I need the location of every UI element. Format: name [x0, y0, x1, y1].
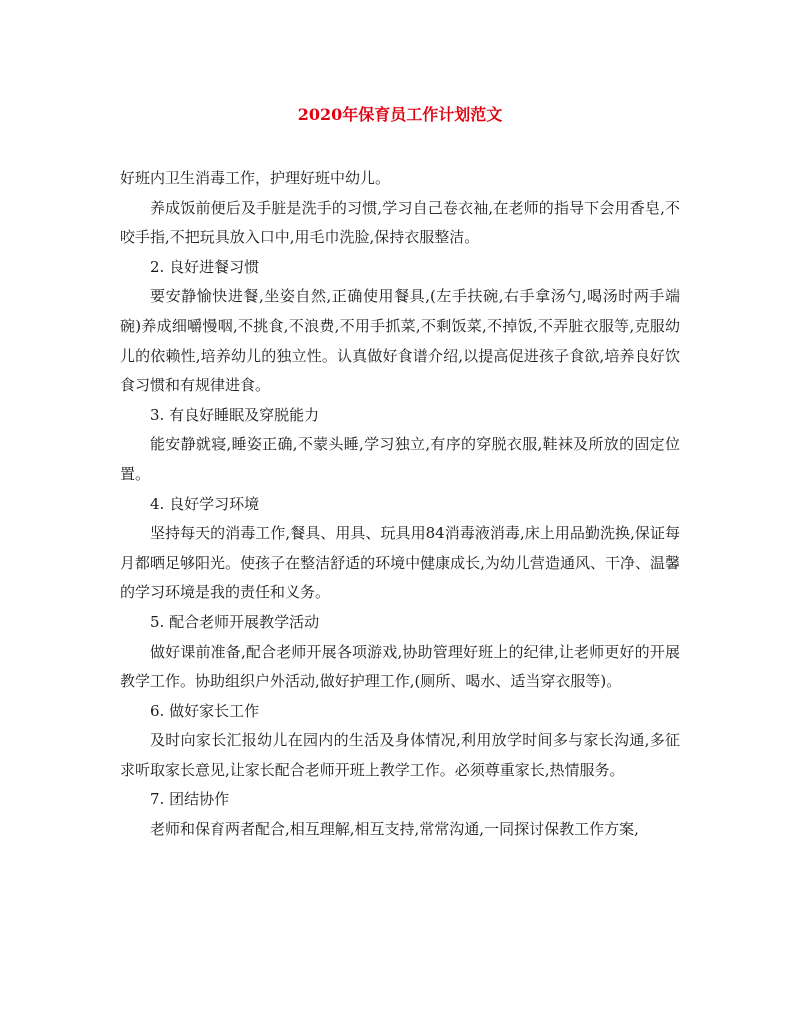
paragraph: 及时向家长汇报幼儿在园内的生活及身体情况,利用放学时间多与家长沟通,多征求听取家长意见,让家长配合老师开班上教学工作。必须尊重家长,热情服务。: [120, 731, 680, 779]
paragraph: 2. 良好进餐习惯: [150, 257, 260, 276]
paragraph: 老师和保育两者配合,相互理解,相互支持,常常沟通,一同探讨保教工作方案,: [150, 820, 639, 839]
paragraph: 坚持每天的消毒工作,餐具、用具、玩具用84消毒液消毒,床上用品勤洗换,保证每月都晒足够阳光。使孩子在整洁舒适的环境中健康成长,为幼儿营造通风、干净、温馨的学习环境是我的责任和义务。: [120, 524, 680, 602]
paragraph: 5. 配合老师开展教学活动: [150, 612, 320, 631]
paragraph: 3. 有良好睡眠及穿脱能力: [150, 405, 320, 424]
paragraph: 4. 良好学习环境: [150, 494, 260, 513]
document-body: [120, 164, 680, 845]
paragraph: 能安静就寝,睡姿正确,不蒙头睡,学习独立,有序的穿脱衣服,鞋袜及所放的固定位置。: [120, 435, 680, 483]
paragraph: 6. 做好家长工作: [150, 701, 260, 720]
paragraph: 做好课前准备,配合老师开展各项游戏,协助管理好班上的纪律,让老师更好的开展教学工作。协助组织户外活动,做好护理工作,(厕所、喝水、适当穿衣服等)。: [120, 642, 680, 691]
paragraph: 要安静愉快进餐,坐姿自然,正确使用餐具,(左手扶碗,右手拿汤勺,喝汤时两手端碗)养成细嚼慢咽,不挑食,不浪费,不用手抓菜,不剩饭菜,不掉饭,不弄脏衣服等,克服幼儿的依赖性,培养幼儿的独立性。认真做好食谱介绍,以提高促进孩子食欲,培养良好饮食习惯和有规律进食。: [120, 287, 680, 395]
paragraph: 养成饭前便后及手脏是洗手的习惯,学习自己卷衣袖,在老师的指导下会用香皂,不咬手指,不把玩具放入口中,用毛巾洗脸,保持衣服整洁。: [120, 198, 680, 247]
paragraph: 好班内卫生消毒工作，护理好班中幼儿。: [120, 169, 391, 187]
paragraph: 7. 团结协作: [150, 790, 230, 809]
page-title: 2020年保育员工作计划范文: [297, 105, 503, 124]
